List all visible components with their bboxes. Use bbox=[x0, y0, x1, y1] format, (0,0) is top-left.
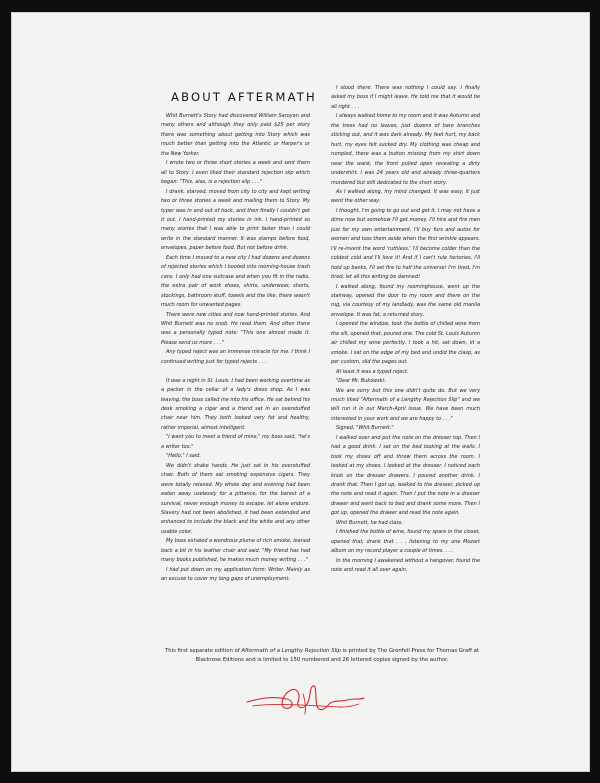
paragraph: I wrote two or three short stories a week and sent them all to Story. I even liked their standard rejection slip which began: "This, alas, is a rejection slip . . ." bbox=[161, 160, 310, 186]
paragraph: At least it was a typed reject. bbox=[336, 368, 409, 375]
paragraph: Any typed reject was an immense miracle for me. I think I continued writing just for typed rejects . . . bbox=[161, 349, 310, 365]
left-text-column bbox=[161, 112, 310, 585]
paragraph: "I want you to meet a friend of mine," my boss said, "he's a writer too." bbox=[161, 434, 310, 450]
paragraph: "Hello," I said. bbox=[166, 453, 201, 460]
paragraph: We are sorry but this one didn't quite do. But we very much liked "Aftermath of a Lengthy Rejection Slip" and we will run it in our March-April issue. We have been much interested in your work and we are happy to . . ." bbox=[331, 387, 480, 422]
right-text-column bbox=[331, 84, 480, 576]
paragraph: My boss exhaled a wondrous plume of rich smoke, leaned back a bit in his leather chair and said, "My friend has had many books published, he makes much money writing . . ." bbox=[161, 538, 310, 564]
paragraph: We didn't shake hands. He just sat in his overstuffed chair. Both of them sat smoking expensive cigars. They were totally relaxed. My whole day and evening had been eaten away uselessly for a pittance, for the barest of a survival, never enough money to escape, let alone endure. Slavery had not been abolished, it had been extended and enhanced to include the black and the white and any other usable color. bbox=[161, 462, 310, 535]
paragraph: It was a night in St. Louis. I had been working overtime as a packer in the cellar of a lady's dress shop. As I was leaving, the boss called me into his office. He sat behind his desk smoking a cigar and a friend sat in an overstuffed chair near him. They both looked very fat and healthy, rather imperial, almost intelligent. bbox=[161, 377, 310, 431]
paragraph: I thought, I'm going to go out and get it. I may not have a dime now but somehow I'll get money. I'll hire and fire men just for my own entertainment. I'll buy furs and autos for women and toss them aside when the first wrinkle appears. I'll re-invent the word 'ruthless.' I'll become colder than the coldest cold and I'll love it! And if I can't rule factories, I'll hold up banks, I'll set fire to half the universe! I'm tired, I'm tired, let all this writing be damned! bbox=[331, 207, 480, 281]
paragraph: In the morning I awakened without a hangover, found the note and read it all over again. bbox=[331, 557, 480, 574]
page-title: ABOUT AFTERMATH bbox=[171, 90, 317, 104]
paragraph: As I walked along, my mind changed. It was easy, it just went the other way: bbox=[331, 188, 480, 205]
author-signature bbox=[243, 680, 367, 718]
paragraph: There were new cities and now hand-printed stories. And Whit Burnett was no snob. He read them. And often there was a personally typed note: "This one almost made it. Please send us more . . ." bbox=[161, 311, 310, 346]
colophon-text-start: This first separate edition of bbox=[165, 648, 242, 654]
paragraph: Each time I moved to a new city I had dozens and dozens of rejected stories which I booted into rooming-house trash cans. I only had one suitcase and when you fit in the radio, the extra pair of work shoes, shirts, underwear, shorts, stockings, bathroom stuff, towels and the like, there wasn't much room for unwanted pages. bbox=[161, 254, 310, 309]
paragraph: I finished the bottle of wine, found my spare in the closet, opened that, drank that . . . listening to my one Mozart album on my record player a couple of times. . . . bbox=[331, 529, 480, 555]
paragraph: "Dear Mr. Bukowski: bbox=[336, 378, 386, 385]
colophon-text-end: is printed by The Grenfell Press for Thomas Graff at Blackrose Editions and is limited to 150 numbered and 26 lettered copies signed by the author. bbox=[195, 648, 479, 664]
paragraph: I drank, starved, moved from city to city and kept writing two or three stories a week and mailing them to Story. My typer was in and out of hock, and then finally I couldn't get it out. I hand-printed my stories in ink. I hand-printed so many stories that I was able to print faster than I could write in the standard manner. It was stamps before food, envelopes, paper before food. But not before drink. bbox=[161, 188, 310, 252]
paragraph: Whit Burnett's Story had discovered William Saroyan and many others and although they only paid $25 per story there was something about getting into Story which was much better than getting into the Atlantic or Harper's or the New Yorker. bbox=[161, 113, 310, 157]
paragraph: I walked over and put the note on the dresser top. Then I had a good drink. I sat on the bed looking at the walls. I took my shoes off and threw them across the room. I looked at my shoes. I looked at the dresser. I noticed each knob on the dresser drawers. I poured another drink. I drank that. Then I got up, walked to the dresser, picked up the note and read it again. Then I put the note in a dresser drawer and went back to bed and drank some more. Then I got up, opened the drawer and read the note again. bbox=[331, 434, 480, 517]
paragraph: Whit Burnett, he had class. bbox=[336, 519, 404, 526]
paragraph: I walked along, found my roominghouse, went up the stairway, opened the door to my room and there on the rug, via courtesy of my landlady, was the same old manila envelope. It was fat, a returned story. bbox=[331, 283, 480, 318]
paragraph: I opened the window, took the bottle of chilled wine from the sill, opened that, poured one. The cold St. Louis Autumn air chilled my wine perfectly. I took a hit, sat down, lit a smoke. I sat on the edge of my bed and undid the clasp, as per custom, slid the pages out. bbox=[331, 321, 480, 366]
printed-page bbox=[11, 12, 590, 772]
signature-scribble bbox=[243, 680, 367, 718]
paragraph: I always walked home to my room and it was Autumn and the trees had no leaves, just dozens of bare branches sticking out, and it was dark already. My feet hurt, my back hurt, my eyes felt sucked dry. My clothing was cheap and rumpled, there was a button missing from my shirt down near the waist, the front pulled open revealing a dirty undershirt. I was 24 years old and already three-quarters murdered but still dedicated to the short story. bbox=[331, 113, 480, 186]
book-title: Aftermath of a Lengthy Rejection Slip bbox=[241, 648, 341, 654]
colophon bbox=[161, 647, 483, 666]
paragraph: Signed, "Whit Burnett." bbox=[336, 425, 394, 432]
paragraph: I stood there. There was nothing I could say. I finally asked my boss if I might leave. He told me that it would be all right . . . bbox=[331, 85, 480, 110]
paragraph: I had put down on my application form: Writer. Mainly as an excuse to cover my long gaps of unemployment. bbox=[161, 566, 310, 583]
